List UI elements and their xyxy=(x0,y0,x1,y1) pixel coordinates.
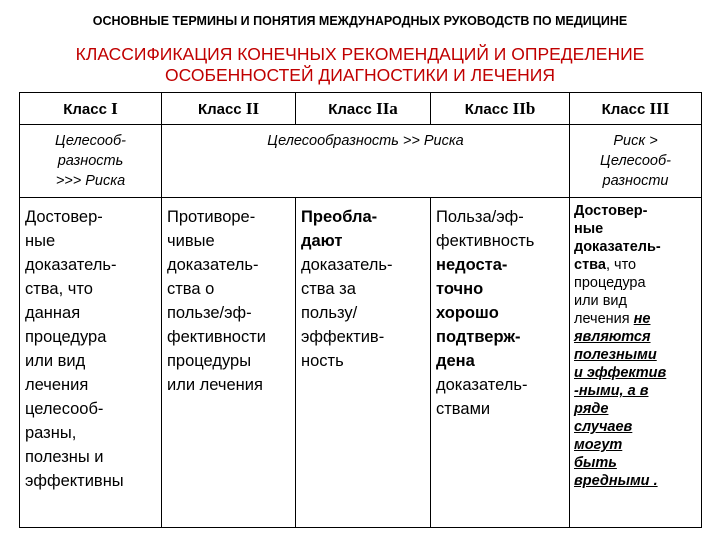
header-class-2b: Класс IIb xyxy=(431,93,570,125)
title-line-2: ОСОБЕННОСТЕЙ ДИАГНОСТИКИ И ЛЕЧЕНИЯ xyxy=(165,65,555,85)
header-class-2: Класс II xyxy=(162,93,296,125)
desc-cell-class-3: Достовер- ные доказатель- ства, что процедура или вид лечения не являются полезными и эффектив -ными, а в ряде случаев могут быть вредными . xyxy=(570,198,702,528)
desc-cell-class-2: Противоре- чивые доказатель- ства о пользе/эф- фективности процедуры или лечения xyxy=(162,198,296,528)
header-class-1: Класс I xyxy=(20,93,162,125)
title-line-1: КЛАССИФИКАЦИЯ КОНЕЧНЫХ РЕКОМЕНДАЦИЙ И ОПРЕДЕЛЕНИЕ xyxy=(75,44,645,64)
page-title xyxy=(0,44,720,86)
desc-cell-class-2b: Польза/эф- фективность недоста- точно хорошо подтверж- дена доказатель- ствами xyxy=(431,198,570,528)
header-class-3: Класс III xyxy=(570,93,702,125)
classification-table xyxy=(19,92,702,528)
header-text: ОСНОВНЫЕ ТЕРМИНЫ И ПОНЯТИЯ МЕЖДУНАРОДНЫХ РУКОВОДСТВ ПО МЕДИЦИНЕ xyxy=(92,14,628,28)
header-class-2a: Класс IIa xyxy=(296,93,431,125)
desc-cell-class-2a: Преобла- дают доказатель- ства за пользу/ эффектив- ность xyxy=(296,198,431,528)
ratio-cell-class-3: Риск > Целесооб- разности xyxy=(570,125,702,198)
desc-cell-class-1: Достовер- ные доказатель- ства, что данная процедура или вид лечения целесооб- разны, полезны и эффективны xyxy=(20,198,162,528)
description-row xyxy=(20,198,702,528)
ratio-cell-class-1: Целесооб- разность >>> Риска xyxy=(20,125,162,198)
header-row xyxy=(20,93,702,125)
ratio-cell-class-2: Целесообразность >> Риска xyxy=(162,125,570,198)
ratio-row xyxy=(20,125,702,198)
